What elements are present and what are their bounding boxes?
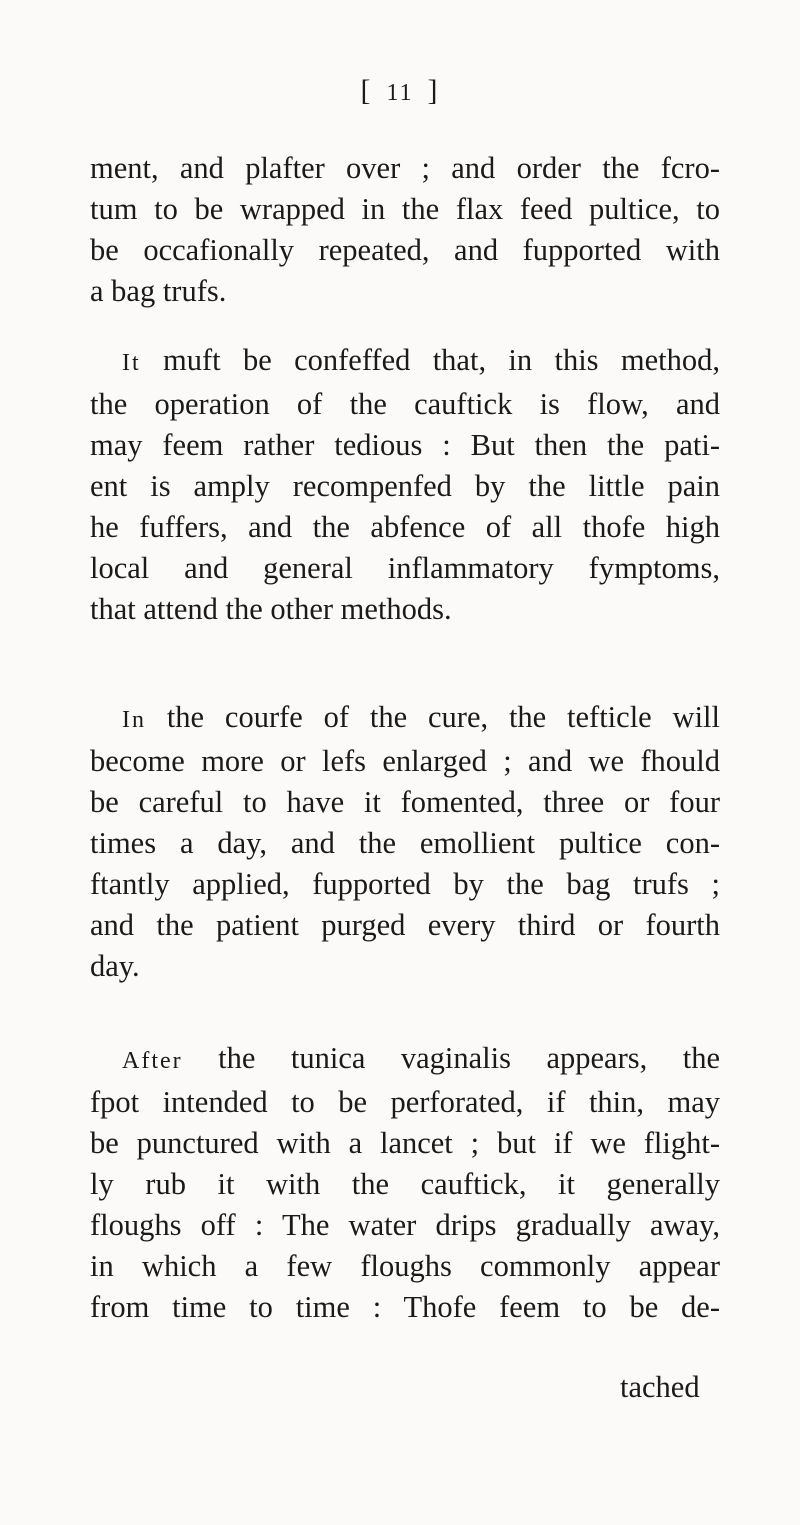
text-line: local and general inflammatory fymptoms, [90,551,720,585]
page-number: 11 [386,80,414,106]
left-bracket: [ [360,74,373,107]
text-line: become more or lefs enlarged ; and we fhould [90,744,720,778]
text-line: ly rub it with the cauftick, it generally [90,1167,720,1201]
text-line: be careful to have it fomented, three or four [90,785,720,819]
text-line-first [90,697,720,741]
first-line-rest: muft be confeffed that, in this method, [140,343,720,377]
text-line: ent is amply recompenfed by the little pain [90,469,720,503]
text-line-first [90,340,720,384]
text-line-first [90,1038,720,1082]
small-caps-lead: In [122,707,146,733]
text-line: tum to be wrapped in the flax feed pultice, to [90,192,720,226]
text-line: floughs off : The water drips gradually away, [90,1208,720,1242]
text-line: that attend the other methods. [90,592,452,626]
page-header [0,74,800,108]
paragraph-3 [90,697,720,987]
text-line: may feem rather tedious : But then the pati- [90,428,720,462]
text-line: be punctured with a lancet ; but if we flight- [90,1126,720,1160]
text-line: he fuffers, and the abfence of all thofe high [90,510,720,544]
text-line: in which a few floughs commonly appear [90,1249,720,1283]
text-line: a bag trufs. [90,274,227,308]
small-caps-lead: It [122,350,141,376]
catchword: tached [620,1370,700,1404]
text-line: the operation of the cauftick is flow, and [90,387,720,421]
text-line: ftantly applied, fupported by the bag trufs ; [90,867,720,901]
small-caps-lead: After [122,1048,183,1074]
text-line: times a day, and the emollient pultice con- [90,826,720,860]
text-line: and the patient purged every third or fourth [90,908,720,942]
paragraph-1 [90,148,720,312]
text-line: fpot intended to be perforated, if thin, may [90,1085,720,1119]
first-line-rest: the courfe of the cure, the tefticle will [146,700,720,734]
paragraph-4 [90,1038,720,1328]
text-line: day. [90,949,140,983]
paragraph-2 [90,340,720,630]
text-line: from time to time : Thofe feem to be de- [90,1290,720,1324]
right-bracket: ] [427,74,440,107]
first-line-rest: the tunica vaginalis appears, the [182,1041,720,1075]
text-line: ment, and plafter over ; and order the fcro- [90,151,720,185]
text-line: be occafionally repeated, and fupported with [90,233,720,267]
